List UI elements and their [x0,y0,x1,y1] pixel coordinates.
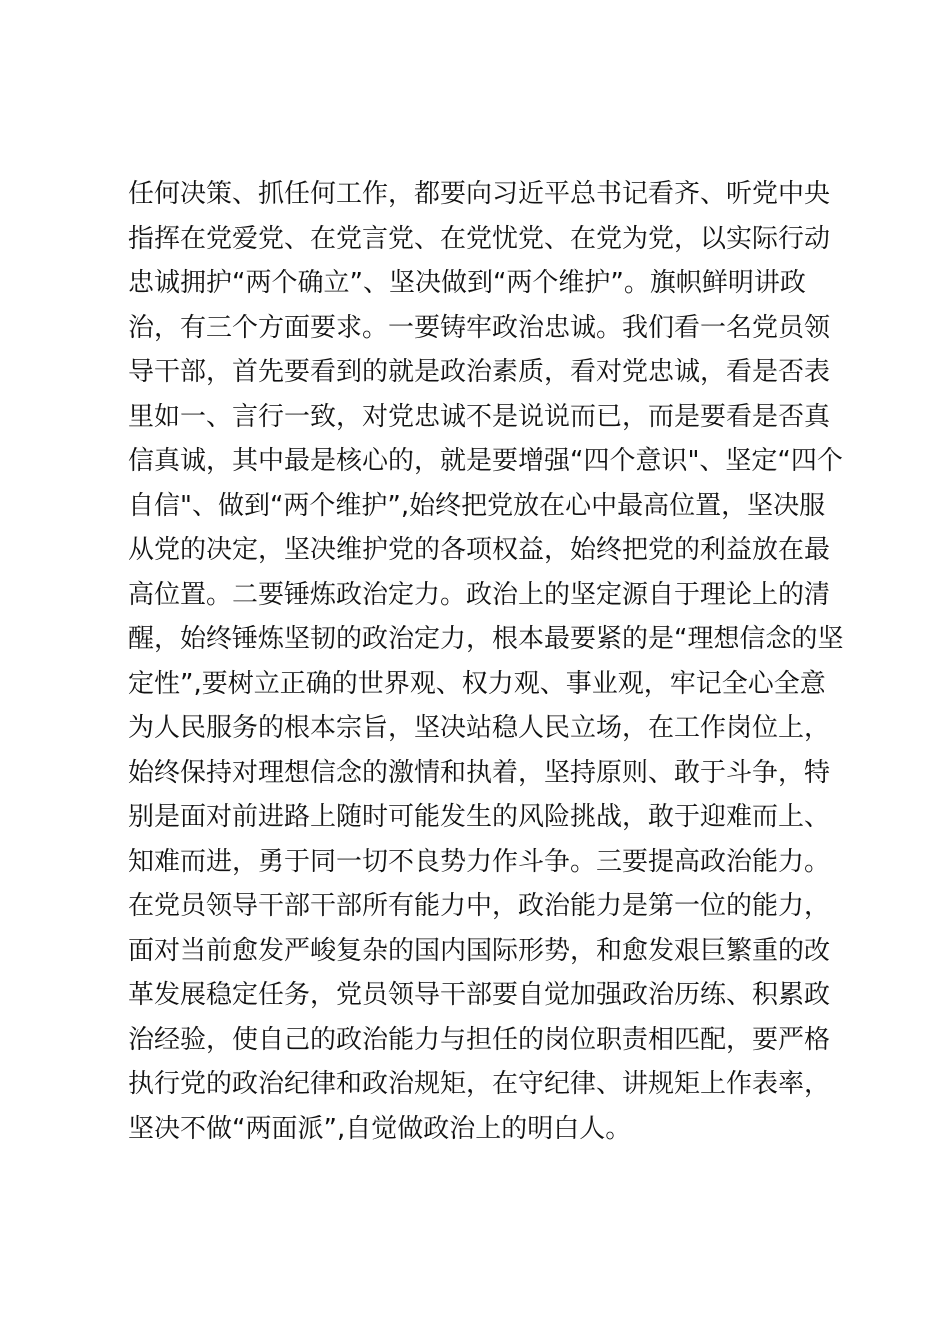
text-line: 自信"、做到“两个维护”,始终把党放在心中最高位置，坚决服 [128,490,826,521]
text-line: 高位置。二要锤炼政治定力。政治上的坚定源自于理论上的清 [128,579,831,610]
text-line: 指挥在党爱党、在党言党、在党忧党、在党为党，以实际行动 [128,223,831,254]
text-line: 革发展稳定任务，党员领导干部要自觉加强政治历练、积累政 [128,980,831,1010]
text-line: 为人民服务的根本宗旨，坚决站稳人民立场，在工作岗位上， [128,713,831,743]
text-line: 定性”,要树立正确的世界观、权力观、事业观，牢记全心全意 [128,668,826,699]
text-line: 坚决不做“两面派”,自觉做政治上的明白人。 [128,1113,632,1144]
text-line: 从党的决定，坚决维护党的各项权益，始终把党的利益放在最 [128,535,831,565]
text-line: 面对当前愈发严峻复杂的国内国际形势，和愈发艰巨繁重的改 [128,935,831,966]
text-line: 治，有三个方面要求。一要铸牢政治忠诚。我们看一名党员领 [128,312,831,343]
text-line: 知难而进，勇于同一切不良势力作斗争。三要提高政治能力。 [128,846,831,877]
text-line: 治经验，使自己的政治能力与担任的岗位职责相匹配，要严格 [128,1024,831,1055]
text-line: 执行党的政治纪律和政治规矩，在守纪律、讲规矩上作表率， [128,1069,831,1099]
text-line: 在党员领导干部干部所有能力中，政治能力是第一位的能力， [128,891,831,921]
text-line: 导干部，首先要看到的就是政治素质，看对党忠诚，看是否表 [128,357,831,387]
text-line: 始终保持对理想信念的激情和执着，坚持原则、敢于斗争，特 [128,757,831,788]
text-line: 忠诚拥护“两个确立”、坚决做到“两个维护”。旗帜鲜明讲政 [128,268,806,298]
text-line: 信真诚，其中最是核心的，就是要增强“四个意识"、坚定“四个 [128,446,843,476]
text-line: 里如一、言行一致，对党忠诚不是说说而已，而是要看是否真 [128,401,831,432]
text-line: 别是面对前进路上随时可能发生的风险挑战，敢于迎难而上、 [128,802,831,832]
text-line: 任何决策、抓任何工作，都要向习近平总书记看齐、听党中央 [128,179,831,209]
body-paragraph [128,172,844,1151]
text-line: 醒，始终锤炼坚韧的政治定力，根本最要紧的是“理想信念的坚 [128,624,844,654]
